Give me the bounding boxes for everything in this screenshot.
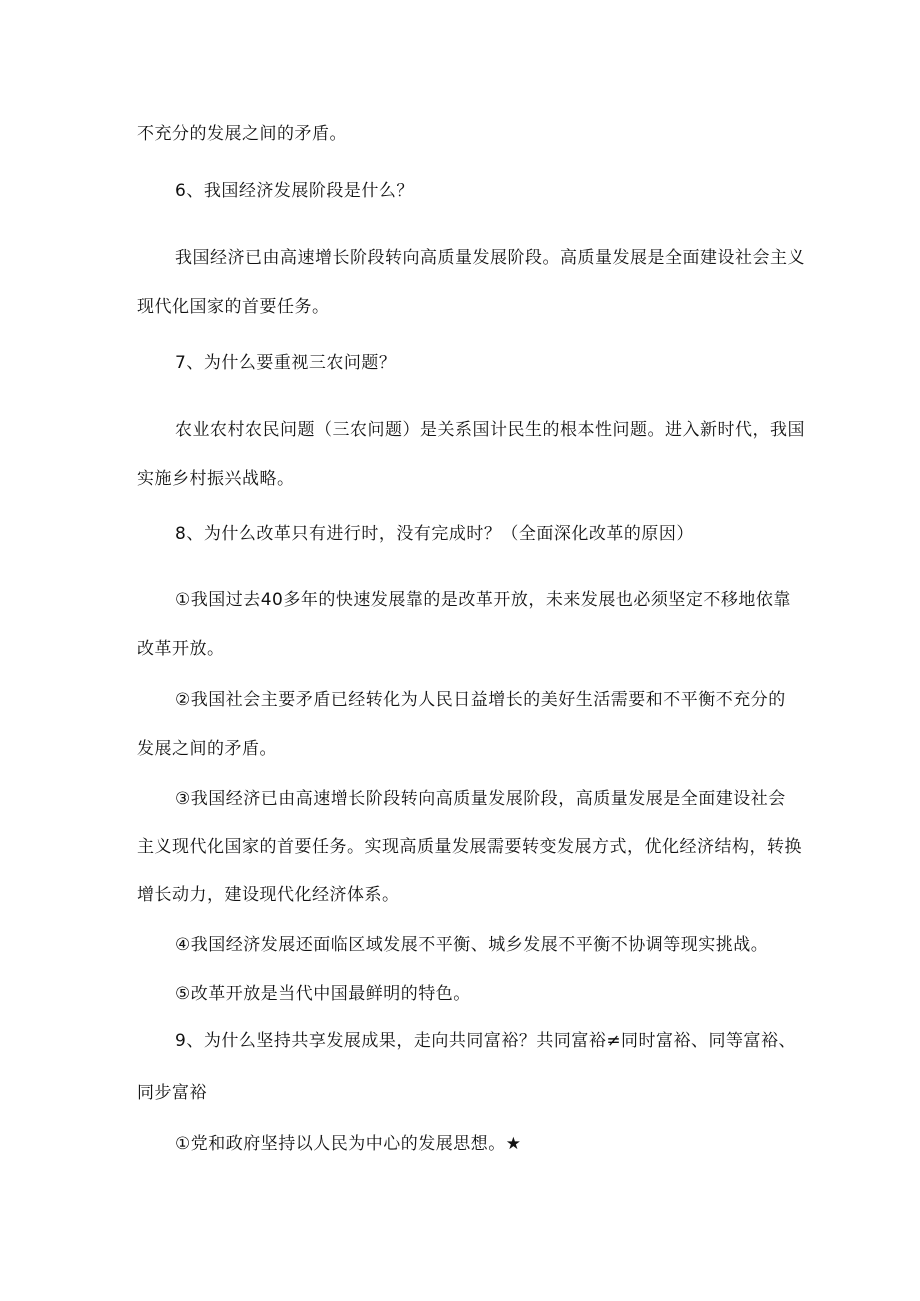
answer-9-point-1: ①党和政府坚持以人民为中心的发展思想。★ [175,1134,522,1154]
answer-8-point-2-line-1: ②我国社会主要矛盾已经转化为人民日益增长的美好生活需要和不平衡不充分的 [175,690,786,710]
answer-8-point-1-line-2: 改革开放。 [137,639,225,659]
answer-8-point-4: ④我国经济发展还面临区域发展不平衡、城乡发展不平衡不协调等现实挑战。 [175,935,769,955]
question-7-heading: 7、为什么要重视三农问题？ [175,353,397,373]
answer-8-point-1-line-1: ①我国过去40多年的快速发展靠的是改革开放，未来发展也必须坚定不移地依靠 [175,590,791,610]
question-8-heading: 8、为什么改革只有进行时，没有完成时？（全面深化改革的原因） [175,524,694,544]
answer-7-line-2: 实施乡村振兴战略。 [137,469,295,489]
answer-8-point-5: ⑤改革开放是当代中国最鲜明的特色。 [175,984,471,1004]
paragraph-line: 不充分的发展之间的矛盾。 [137,124,347,144]
question-9-heading-line-1: 9、为什么坚持共享发展成果，走向共同富裕？共同富裕≠同时富裕、同等富裕、 [175,1031,797,1051]
answer-6-line-2: 现代化国家的首要任务。 [137,297,330,317]
answer-8-point-3-line-1: ③我国经济已由高速增长阶段转向高质量发展阶段，高质量发展是全面建设社会 [175,789,786,809]
answer-7-line-1: 农业农村农民问题（三农问题）是关系国计民生的根本性问题。进入新时代，我国 [175,420,805,440]
question-9-heading-line-2: 同步富裕 [137,1083,207,1103]
answer-8-point-3-line-3: 增长动力，建设现代化经济体系。 [137,885,400,905]
answer-8-point-3-line-2: 主义现代化国家的首要任务。实现高质量发展需要转变发展方式，优化经济结构，转换 [137,837,802,857]
question-6-heading: 6、我国经济发展阶段是什么？ [175,181,414,201]
answer-8-point-2-line-2: 发展之间的矛盾。 [137,739,277,759]
answer-6-line-1: 我国经济已由高速增长阶段转向高质量发展阶段。高质量发展是全面建设社会主义 [175,248,805,268]
